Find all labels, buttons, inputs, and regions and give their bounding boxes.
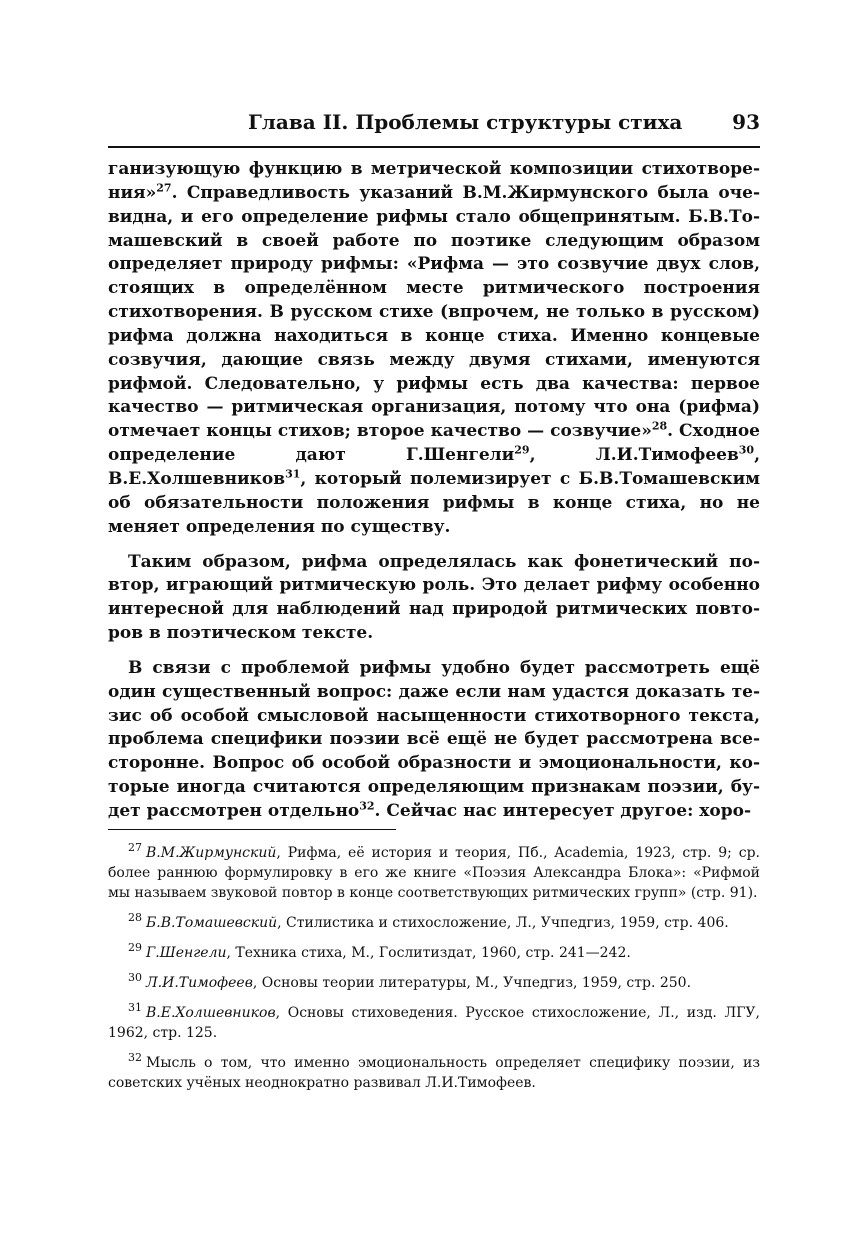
main-text	[108, 158, 760, 824]
footnote-item	[108, 843, 760, 903]
footnote-author: Л.И.Тимофеев	[146, 975, 253, 991]
footnote-number: 28	[128, 911, 142, 925]
paragraph-2: Таким образом, рифма определялась как фонетический повтор, играющий ритмическую роль. Это делает рифму особенно интересной для наблюдений над природой ритмических повторов в поэтическом тексте.	[108, 551, 760, 644]
footnote-item	[108, 1053, 760, 1093]
footnote-ref: 31	[285, 467, 301, 481]
footnote-number: 30	[128, 971, 142, 985]
page-number: 93	[732, 110, 760, 134]
footnote-text: , Основы стиховедения. Русское стихосложение, Л., изд. ЛГУ, 1962, стр. 125.	[108, 1005, 760, 1041]
footnote-ref: 29	[514, 443, 530, 457]
footnote-ref: 28	[651, 419, 668, 433]
footnote-ref: 30	[738, 443, 755, 457]
footnote-item	[108, 943, 760, 963]
paragraph-1: ганизующую функцию в метрической композиции стихотворения»$^{27}$. Справедливость указаний В.М.Жирмунского была очевидна, и его определение рифмы стало общепринятым. Б.В.Томашевский в своей работе по поэтике следующим образом определяет природу рифмы: «Рифма — это созвучие двух слов, стоящих в определённом месте ритмического построения стихотворения. В русском стихе (впрочем, не только в русском) рифма должна находиться в конце стиха. Именно концевые созвучия, дающие связь между двумя стихами, именуются рифмой. Следовательно, у рифмы есть два качества: первое качество — ритмическая организация, потому что она (рифма) отмечает концы стихов; второе качество — созвучие»$^{28}$. Сходное определение дают Г.Шенгели$^{29}$, Л.И.Тимофеев$^{30}$, В.Е.Холшевников$^{31}$, который полемизирует с Б.В.Томашевским об обязательности положения рифмы в конце стиха, но не меняет определения по существу.	[108, 159, 760, 537]
paragraph-3: В связи с проблемой рифмы удобно будет рассмотреть ещё один существенный вопрос: даже если нам удастся доказать тезис об особой смысловой насыщенности стихотворного текста, проблема специфики поэзии всё ещё не будет рассмотрена всесторонне. Вопрос об особой образности и эмоциональности, которые иногда считаются определяющим признакам поэзии, будет рассмотрен отдельно$^{32}$. Сейчас нас интересует другое: хоро-	[108, 657, 760, 821]
footnote-ref: 32	[359, 799, 375, 813]
footnotes	[108, 843, 760, 1103]
footnote-item	[108, 913, 760, 933]
footnote-text: , Техника стиха, М., Гослитиздат, 1960, стр. 241—242.	[226, 945, 631, 961]
footnote-number: 31	[128, 1001, 142, 1015]
footnote-number: 29	[128, 941, 142, 955]
footnote-text: , Стилистика и стихосложение, Л., Учпедгиз, 1959, стр. 406.	[277, 915, 729, 931]
footnote-author: Б.В.Томашевский	[146, 915, 278, 931]
footnote-item	[108, 973, 760, 993]
footnote-number: 27	[128, 841, 142, 855]
footnote-divider	[108, 829, 396, 830]
footnote-author: В.М.Жирмунский	[146, 845, 277, 861]
header-divider	[108, 146, 760, 148]
footnote-ref: 27	[156, 181, 172, 195]
footnote-author: В.Е.Холшевников	[146, 1005, 276, 1021]
footnote-text: Мысль о том, что именно эмоциональность определяет специфику поэзии, из советских учёных неоднократно развивал Л.И.Тимофеев.	[108, 1055, 760, 1091]
footnote-author: Г.Шенгели	[146, 945, 227, 961]
footnote-number: 32	[128, 1051, 142, 1065]
footnote-text: , Основы теории литературы, М., Учпедгиз, 1959, стр. 250.	[252, 975, 692, 991]
running-header	[108, 108, 760, 142]
footnote-text: , Рифма, её история и теория, Пб., Academia, 1923, стр. 9; ср. более раннюю формулировку в его же книге «Поэзия Александра Блока»: «Рифмой мы называем звуковой повтор в конце соответствующих ритмических групп» (стр. 91).	[108, 845, 760, 901]
footnote-item	[108, 1003, 760, 1043]
chapter-title: Глава II. Проблемы структуры стиха	[248, 110, 683, 134]
